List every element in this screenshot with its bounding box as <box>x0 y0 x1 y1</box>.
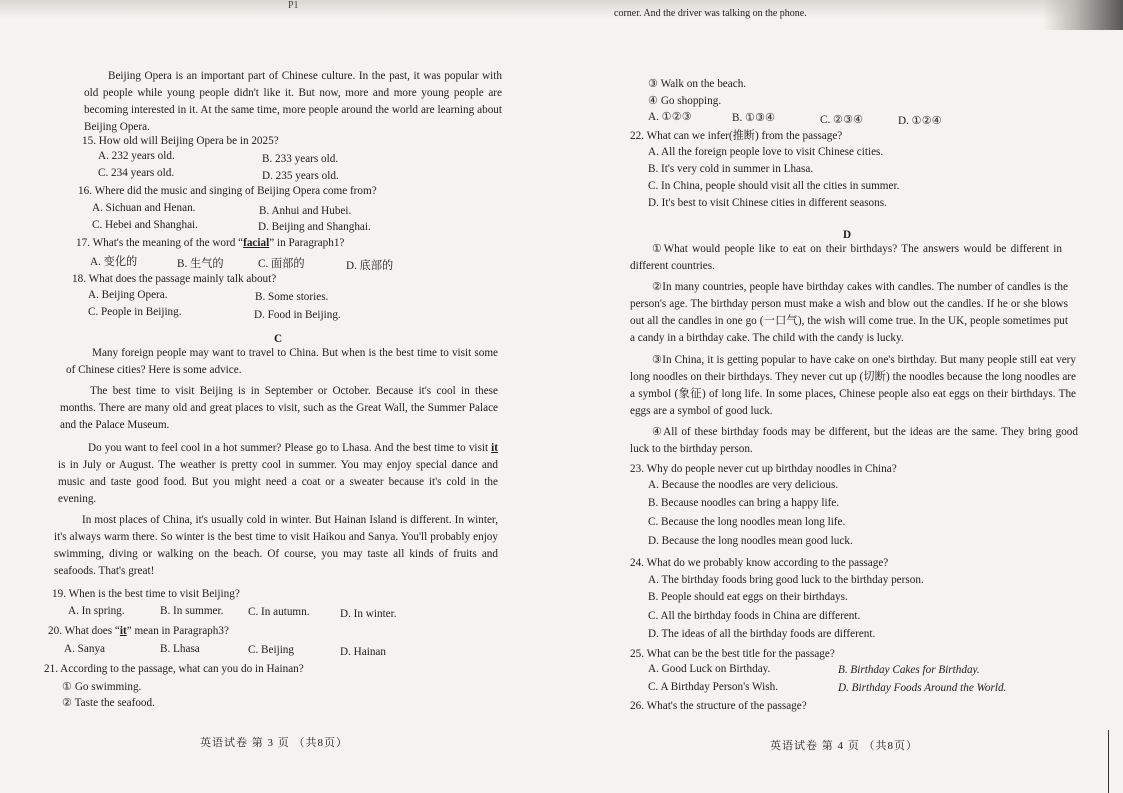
passage-c-keyword-it: it <box>491 442 498 454</box>
q15-option-d: D. 235 years old. <box>262 170 339 182</box>
q19-option-b: B. In summer. <box>160 605 224 617</box>
passage-c-p3: Do you want to feel cool in a hot summer? Please go to Lhasa. And the best time to visit it is in July or August. The weather is pretty cool in summer. You may enjoy special dance and music and taste good food. But you might need a coat or a sweater because it's cold in the evening. <box>58 442 498 505</box>
q19-option-d: D. In winter. <box>340 608 397 620</box>
q18-option-b: B. Some stories. <box>255 291 329 303</box>
passage-c-p4: In most places of China, it's usually cold in winter. But Hainan Island is different. In winter, it's always warm there. So winter is the best time to visit Haikou and Sanya. You'll probably enjoy swimming, diving or walking on the beach. Of course, you may taste all kinds of fruits and seafoods. That's great! <box>54 514 498 577</box>
page-3 <box>44 0 504 793</box>
q21-option-a: A. ①②③ <box>648 111 692 123</box>
q20-keyword: it <box>119 625 127 637</box>
q21-option-3: ③ Walk on the beach. <box>648 78 747 90</box>
q26-stem: 26. What's the structure of the passage? <box>630 700 807 712</box>
q18-option-a: A. Beijing Opera. <box>88 289 168 301</box>
q18-option-c: C. People in Beijing. <box>88 306 182 318</box>
q25-option-a: A. Good Luck on Birthday. <box>648 663 771 675</box>
q20-option-d: D. Hainan <box>340 646 386 658</box>
passage-d-p1: ①What would people like to eat on their birthdays? The answers would be different in different countries. <box>630 243 1062 272</box>
q23-option-d: D. Because the long noodles mean good luck. <box>648 535 853 547</box>
q21-option-b: B. ①③④ <box>732 112 776 124</box>
q25-option-b: B. Birthday Cakes for Birthday. <box>838 664 980 676</box>
q24-option-b: B. People should eat eggs on their birthdays. <box>648 591 848 603</box>
q21-option-2: ② Taste the seafood. <box>62 697 155 709</box>
q16-stem: 16. Where did the music and singing of Beijing Opera come from? <box>78 185 377 197</box>
top-text: corner. And the driver was talking on the phone. <box>614 8 807 19</box>
q15-option-a: A. 232 years old. <box>98 150 175 162</box>
passage-c-p1: Many foreign people may want to travel to China. But when is the best time to visit some of Chinese cities? Here is some advice. <box>66 347 498 376</box>
passage-d-p2: ②In many countries, people have birthday cakes with candles. The number of candles is the person's age. The birthday person must make a wish and blow out the candles. If he or she blows out all the candles in one go (一口气), the wish will come true. In the UK, people sometimes put a candy in a birthday cake. The child with the candy is lucky. <box>630 281 1068 344</box>
q21-option-4: ④ Go shopping. <box>648 95 722 107</box>
q22-option-b: B. It's very cold in summer in Lhasa. <box>648 163 814 175</box>
q18-option-d: D. Food in Beijing. <box>254 309 341 321</box>
q15-option-c: C. 234 years old. <box>98 167 175 179</box>
q16-option-d: D. Beijing and Shanghai. <box>258 221 371 233</box>
q20-option-c: C. Beijing <box>248 644 294 656</box>
q25-stem: 25. What can be the best title for the passage? <box>630 648 835 660</box>
passage-c-p2: The best time to visit Beijing is in September or October. Because it's cool in these months. There are many old and great places to visit, such as the Great Wall, the Summer Palace and the Palace Museum. <box>60 385 498 431</box>
q17-option-b: B. 生气的 <box>177 258 224 270</box>
q23-option-c: C. Because the long noodles mean long life. <box>648 516 846 528</box>
q15-stem: 15. How old will Beijing Opera be in 2025? <box>82 135 279 147</box>
q21-option-1: ① Go swimming. <box>62 681 142 693</box>
q16-option-a: A. Sichuan and Henan. <box>92 202 196 214</box>
q24-option-c: C. All the birthday foods in China are different. <box>648 610 861 622</box>
q24-stem: 24. What do we probably know according to the passage? <box>630 557 889 569</box>
q21-option-c: C. ②③④ <box>820 114 864 126</box>
footer-page-4: 英语试卷 第 4 页 （共8页） <box>770 740 918 752</box>
q24-option-a: A. The birthday foods bring good luck to the birthday person. <box>648 574 924 586</box>
top-mark: P1 <box>288 0 299 11</box>
page-4 <box>614 0 1080 793</box>
q20-option-b: B. Lhasa <box>160 643 200 655</box>
q19-stem: 19. When is the best time to visit Beijing? <box>52 588 240 600</box>
q25-option-d: D. Birthday Foods Around the World. <box>838 682 1007 694</box>
q17-option-d: D. 底部的 <box>346 260 394 272</box>
q17-keyword: facial <box>243 237 270 249</box>
section-d-heading: D <box>843 229 852 241</box>
q19-option-a: A. In spring. <box>68 605 125 617</box>
q19-option-c: C. In autumn. <box>248 606 310 618</box>
q22-option-c: C. In China, people should visit all the cities in summer. <box>648 180 900 192</box>
section-c-heading: C <box>274 333 283 345</box>
q23-option-a: A. Because the noodles are very delicious. <box>648 479 839 491</box>
q22-option-d: D. It's best to visit Chinese cities in different seasons. <box>648 197 887 209</box>
q20-option-a: A. Sanya <box>64 643 106 655</box>
q17-stem: 17. What's the meaning of the word “facial” in Paragraph1? <box>76 237 345 249</box>
q25-option-c: C. A Birthday Person's Wish. <box>648 681 779 693</box>
passage-b-tail: Beijing Opera is an important part of Chinese culture. In the past, it was popular with old people while young people didn't like it. But now, more and more young people are becoming interested in it. At the same time, more people around the world are learning about Beijing Opera. <box>84 70 502 133</box>
q21-option-d: D. ①②④ <box>898 115 942 127</box>
q21-stem: 21. According to the passage, what can you do in Hainan? <box>44 663 304 675</box>
footer-page-3: 英语试卷 第 3 页 （共8页） <box>200 737 348 749</box>
page-edge-line <box>1108 730 1109 793</box>
passage-d-p3: ③In China, it is getting popular to have cake on one's birthday. But many people still eat very long noodles on their birthdays. They never cut up (切断) the noodles because the long noodles are a symbol (象征) of long life. In some places, Chinese people also eat eggs on their birthdays. The eggs are a symbol of good luck. <box>630 354 1076 417</box>
q15-option-b: B. 233 years old. <box>262 153 339 165</box>
q24-option-d: D. The ideas of all the birthday foods are different. <box>648 628 876 640</box>
q16-option-b: B. Anhui and Hubei. <box>259 205 352 217</box>
q22-option-a: A. All the foreign people love to visit Chinese cities. <box>648 146 884 158</box>
q20-stem: 20. What does “it” mean in Paragraph3? <box>48 625 229 637</box>
q23-option-b: B. Because noodles can bring a happy life. <box>648 497 840 509</box>
passage-d-p4: ④All of these birthday foods may be different, but the ideas are the same. They bring good luck to the birthday person. <box>630 426 1078 455</box>
q17-option-c: C. 面部的 <box>258 258 305 270</box>
q22-stem: 22. What can we infer(推断) from the passage? <box>630 130 843 142</box>
q16-option-c: C. Hebei and Shanghai. <box>92 219 198 231</box>
q18-stem: 18. What does the passage mainly talk about? <box>72 273 277 285</box>
q23-stem: 23. Why do people never cut up birthday noodles in China? <box>630 463 897 475</box>
q17-option-a: A. 变化的 <box>90 256 138 268</box>
